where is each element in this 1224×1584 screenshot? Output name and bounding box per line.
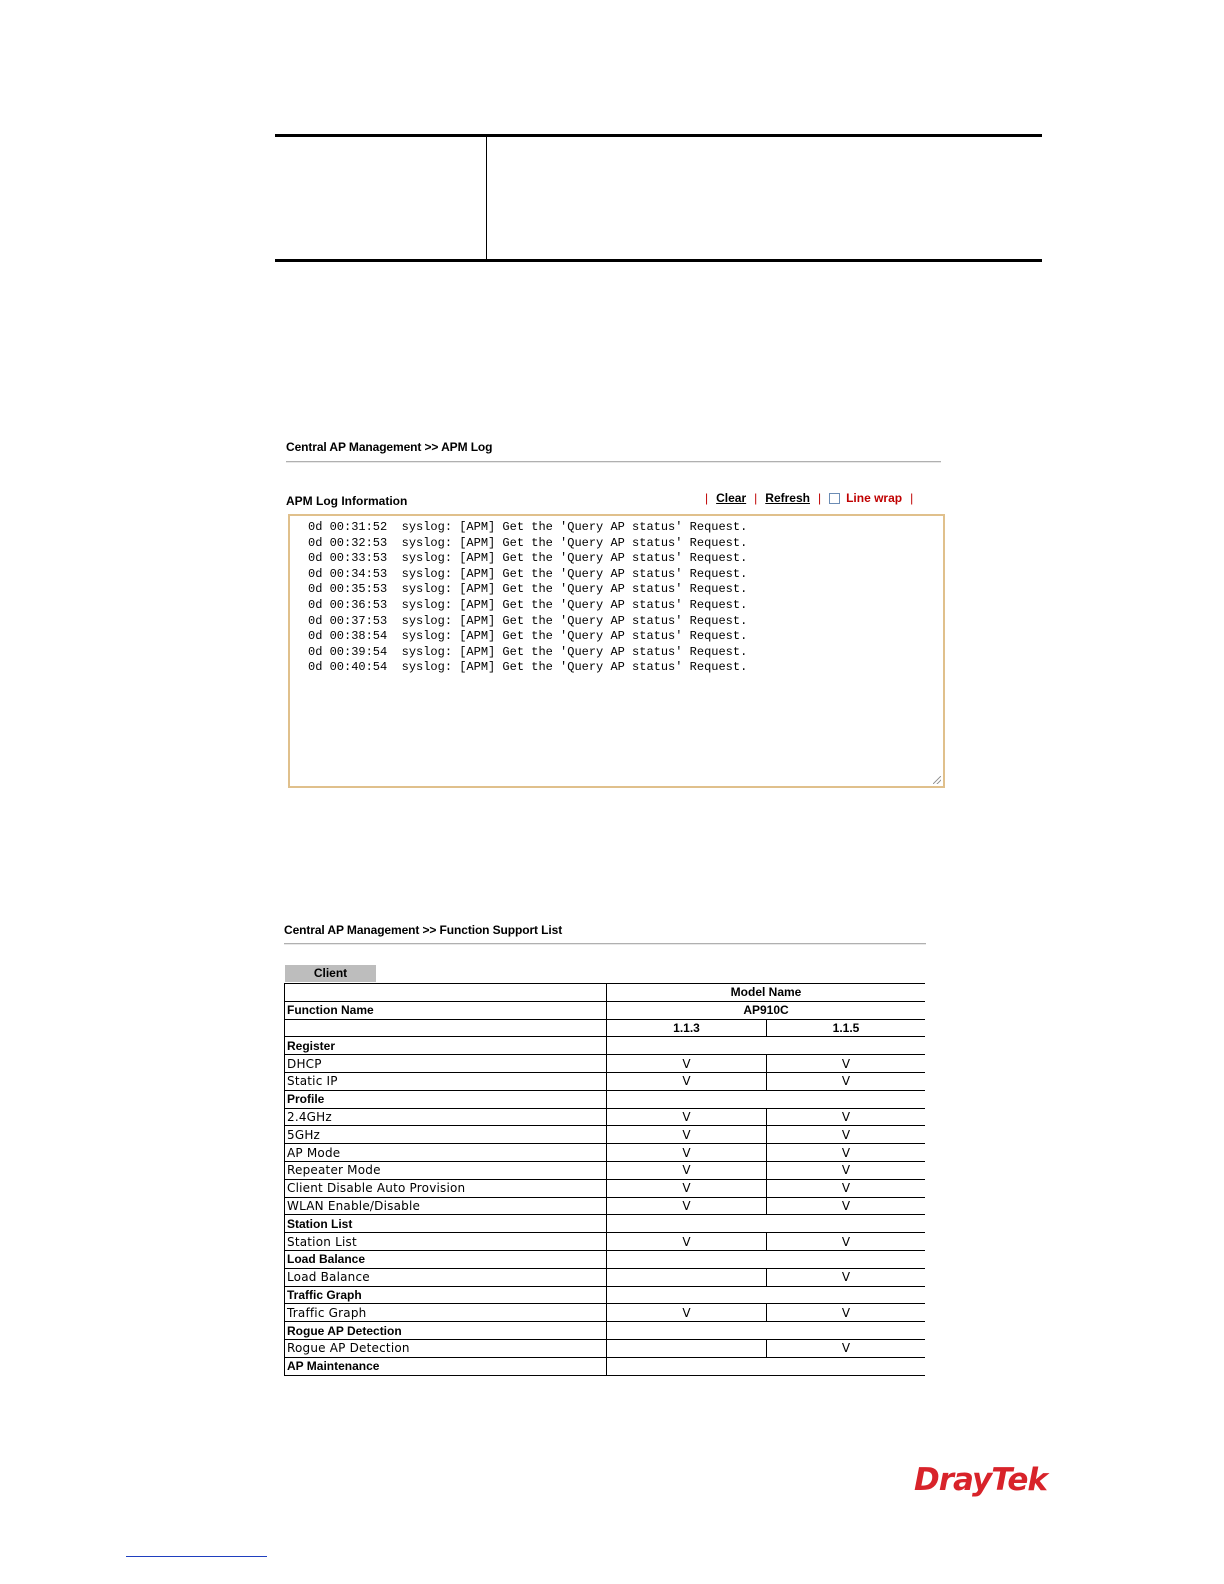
function-name: Repeater Mode (285, 1161, 607, 1179)
function-name: WLAN Enable/Disable (285, 1197, 607, 1215)
table-row (285, 1055, 926, 1073)
table-row (285, 1268, 926, 1286)
log-line: 0d 00:31:52 syslog: [APM] Get the 'Query AP status' Request. (308, 520, 748, 534)
draytek-logo: DrayTek (914, 1462, 1047, 1498)
function-support-table (284, 983, 925, 1376)
support-mark: V (607, 1233, 767, 1251)
table-header-row (285, 1001, 926, 1019)
function-name: Traffic Graph (285, 1304, 607, 1322)
support-mark: V (767, 1197, 926, 1215)
table-row (285, 1339, 926, 1357)
support-mark: V (767, 1161, 926, 1179)
function-name: Static IP (285, 1072, 607, 1090)
table-row (285, 1233, 926, 1251)
title-rule (286, 461, 941, 463)
group-row (285, 1090, 926, 1108)
group-empty-cell (607, 1250, 926, 1268)
group-empty-cell (607, 1357, 926, 1375)
refresh-link[interactable]: Refresh (765, 491, 810, 505)
manual-table (275, 134, 1042, 262)
function-name: Client Disable Auto Provision (285, 1179, 607, 1197)
support-mark: V (767, 1339, 926, 1357)
group-empty-cell (607, 1286, 926, 1304)
log-line: 0d 00:34:53 syslog: [APM] Get the 'Query AP status' Request. (308, 566, 748, 581)
group-row (285, 1215, 926, 1233)
table-header-row (285, 984, 926, 1002)
support-mark: V (767, 1304, 926, 1322)
group-name: Register (285, 1037, 607, 1055)
log-line: 0d 00:39:54 syslog: [APM] Get the 'Query AP status' Request. (308, 644, 748, 659)
support-mark: V (767, 1268, 926, 1286)
table-column-divider (486, 137, 487, 259)
log-line: 0d 00:36:53 syslog: [APM] Get the 'Query AP status' Request. (308, 597, 748, 612)
group-empty-cell (607, 1090, 926, 1108)
model-name-header: Model Name (607, 984, 926, 1002)
group-empty-cell (607, 1037, 926, 1055)
clear-link[interactable]: Clear (716, 491, 747, 505)
model-header: AP910C (607, 1001, 926, 1019)
support-mark: V (607, 1197, 767, 1215)
table-header-row (285, 1019, 926, 1037)
apm-log-actions: | Clear | Refresh | Line wrap | (705, 491, 914, 505)
table-row (285, 1161, 926, 1179)
function-name: AP Mode (285, 1144, 607, 1162)
apm-log-info-label: APM Log Information (286, 494, 408, 508)
log-line: 0d 00:33:53 syslog: [APM] Get the 'Query AP status' Request. (308, 551, 748, 566)
group-row (285, 1322, 926, 1340)
support-mark (607, 1268, 767, 1286)
footer-link-underline[interactable] (126, 1556, 267, 1557)
group-row (285, 1250, 926, 1268)
title-rule (284, 943, 926, 945)
group-name: Station List (285, 1215, 607, 1233)
version-header: 1.1.5 (767, 1019, 926, 1037)
support-mark: V (607, 1144, 767, 1162)
group-row (285, 1357, 926, 1375)
function-name: 2.4GHz (285, 1108, 607, 1126)
support-mark: V (767, 1055, 926, 1073)
tab-client[interactable]: Client (285, 965, 376, 982)
apm-log-textarea[interactable] (288, 514, 945, 788)
table-row (285, 1179, 926, 1197)
log-line: 0d 00:38:54 syslog: [APM] Get the 'Query AP status' Request. (308, 629, 748, 644)
support-mark: V (767, 1108, 926, 1126)
log-line: 0d 00:40:54 syslog: [APM] Get the 'Query AP status' Request. (308, 660, 748, 675)
support-mark: V (767, 1126, 926, 1144)
table-row (285, 1144, 926, 1162)
function-name: Rogue AP Detection (285, 1339, 607, 1357)
support-mark: V (607, 1304, 767, 1322)
support-mark: V (607, 1072, 767, 1090)
support-mark: V (767, 1179, 926, 1197)
table-row (285, 1126, 926, 1144)
group-row (285, 1037, 926, 1055)
log-line: 0d 00:37:53 syslog: [APM] Get the 'Query AP status' Request. (308, 613, 748, 628)
support-mark (607, 1339, 767, 1357)
version-header: 1.1.3 (607, 1019, 767, 1037)
group-name: Traffic Graph (285, 1286, 607, 1304)
group-empty-cell (607, 1322, 926, 1340)
function-name: DHCP (285, 1055, 607, 1073)
group-name: Profile (285, 1090, 607, 1108)
table-row (285, 1197, 926, 1215)
function-name: 5GHz (285, 1126, 607, 1144)
support-mark: V (607, 1179, 767, 1197)
function-support-breadcrumb: Central AP Management >> Function Support List (284, 923, 563, 937)
group-name: Rogue AP Detection (285, 1322, 607, 1340)
function-name-header: Function Name (285, 1001, 607, 1019)
function-support-table-wrap (284, 983, 925, 1395)
table-row (285, 1304, 926, 1322)
function-name: Station List (285, 1233, 607, 1251)
group-name: Load Balance (285, 1250, 607, 1268)
log-line: 0d 00:35:53 syslog: [APM] Get the 'Query AP status' Request. (308, 582, 748, 597)
support-mark: V (607, 1161, 767, 1179)
group-name: AP Maintenance (285, 1357, 607, 1375)
line-wrap-checkbox[interactable] (829, 493, 840, 504)
support-mark: V (767, 1233, 926, 1251)
function-name: Load Balance (285, 1268, 607, 1286)
support-mark: V (767, 1072, 926, 1090)
support-mark: V (767, 1144, 926, 1162)
line-wrap-label[interactable]: Line wrap (846, 491, 903, 505)
table-row (285, 1072, 926, 1090)
group-empty-cell (607, 1215, 926, 1233)
log-lines (308, 520, 943, 676)
log-line: 0d 00:32:53 syslog: [APM] Get the 'Query AP status' Request. (308, 535, 748, 550)
apm-log-breadcrumb: Central AP Management >> APM Log (286, 440, 493, 454)
support-mark: V (607, 1126, 767, 1144)
support-mark: V (607, 1108, 767, 1126)
table-row (285, 1108, 926, 1126)
resize-grip-icon[interactable] (933, 776, 941, 784)
support-mark: V (607, 1055, 767, 1073)
group-row (285, 1286, 926, 1304)
